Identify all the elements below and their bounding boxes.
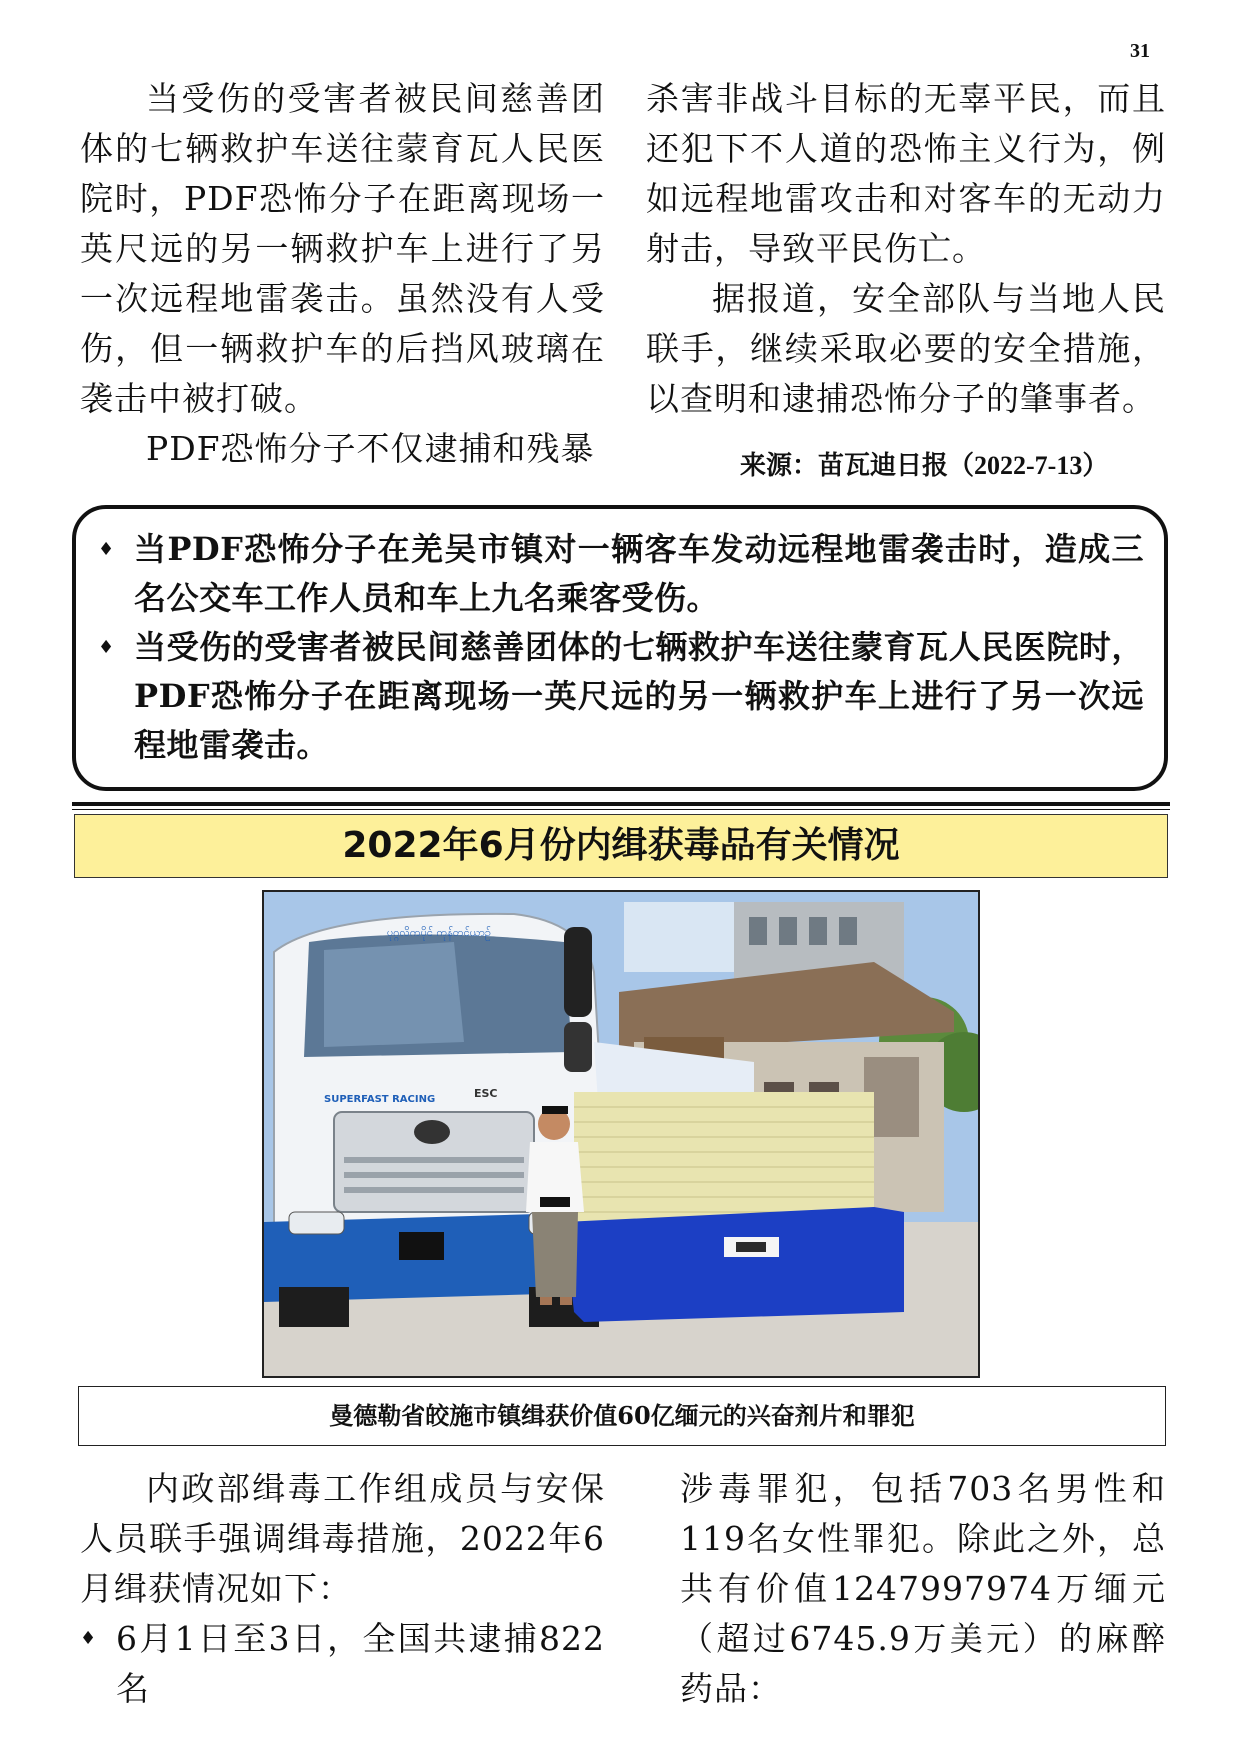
bottom-right-column bbox=[680, 1464, 1166, 1714]
seizure-photo bbox=[262, 890, 980, 1378]
truck-badge-text: ESC bbox=[474, 1087, 498, 1100]
paragraph: 据报道，安全部队与当地人民联手，继续采取必要的安全措施，以查明和逮捕恐怖分子的肇事者。 bbox=[646, 279, 1166, 418]
bullet-paragraph bbox=[80, 1614, 605, 1714]
paragraph: 内政部缉毒工作组成员与安保人员联手强调缉毒措施，2022年6月缉获情况如下： bbox=[80, 1469, 605, 1608]
source-citation: 来源：苗瓦迪日报（2022-7-13） bbox=[740, 451, 1109, 480]
highlight-item bbox=[96, 525, 1144, 623]
diamond-bullet-icon: ♦ bbox=[98, 539, 115, 560]
drug-packages bbox=[574, 1092, 874, 1222]
paragraph: 涉毒罪犯，包括703名男性和119名女性罪犯。除此之外，总共有价值1247997974万缅元（超过6745.9万美元）的麻醉药品： bbox=[680, 1469, 1166, 1708]
diamond-bullet-icon: ♦ bbox=[80, 1628, 98, 1649]
highlight-list bbox=[96, 525, 1144, 770]
paragraph: 当受伤的受害者被民间慈善团体的七辆救护车送往蒙育瓦人民医院时，PDF恐怖分子在距离现场一英尺远的另一辆救护车上进行了另一次远程地雷袭击。虽然没有人受伤，但一辆救护车的后挡风玻璃在袭击中被打破。 bbox=[80, 79, 605, 418]
license-plate bbox=[399, 1232, 444, 1260]
highlight-item-text: 当受伤的受害者被民间慈善团体的七辆救护车送往蒙育瓦人民医院时，PDF恐怖分子在距离现场一英尺远的另一辆救护车上进行了另一次远程地雷袭击。 bbox=[134, 628, 1144, 764]
highlight-item bbox=[96, 623, 1144, 770]
bullet-text: 6月1日至3日，全国共逮捕822名 bbox=[116, 1619, 605, 1708]
truck-logo-text: SUPERFAST RACING bbox=[324, 1094, 436, 1105]
page-number: 31 bbox=[1130, 40, 1150, 62]
top-right-column bbox=[646, 74, 1166, 424]
truck-banner-text: ပုဂ္ဂလိကပိုင် ကုန်တင်ယာဉ် bbox=[386, 926, 492, 939]
paragraph: PDF恐怖分子不仅逮捕和残暴 bbox=[146, 429, 595, 468]
section-divider bbox=[72, 802, 1170, 806]
paragraph: 杀害非战斗目标的无辜平民，而且还犯下不人道的恐怖主义行为，例如远程地雷攻击和对客车的无动力射击，导致平民伤亡。 bbox=[646, 79, 1166, 268]
highlight-box bbox=[72, 505, 1168, 791]
section-divider-thin bbox=[72, 809, 1170, 810]
table-cloth bbox=[564, 1207, 904, 1322]
bottom-left-column bbox=[80, 1464, 605, 1714]
truck-emblem bbox=[414, 1120, 450, 1144]
photo-caption: 曼德勒省皎施市镇缉获价值60亿缅元的兴奋剂片和罪犯 bbox=[78, 1386, 1166, 1446]
diamond-bullet-icon: ♦ bbox=[98, 637, 115, 658]
person-longyi bbox=[532, 1212, 578, 1297]
truck-mirror bbox=[564, 927, 592, 1017]
highlight-item-text: 当PDF恐怖分子在羌吴市镇对一辆客车发动远程地雷袭击时，造成三名公交车工作人员和车上九名乘客受伤。 bbox=[134, 530, 1144, 617]
top-left-column bbox=[80, 74, 605, 474]
section-title: 2022年6月份内缉获毒品有关情况 bbox=[74, 814, 1168, 878]
